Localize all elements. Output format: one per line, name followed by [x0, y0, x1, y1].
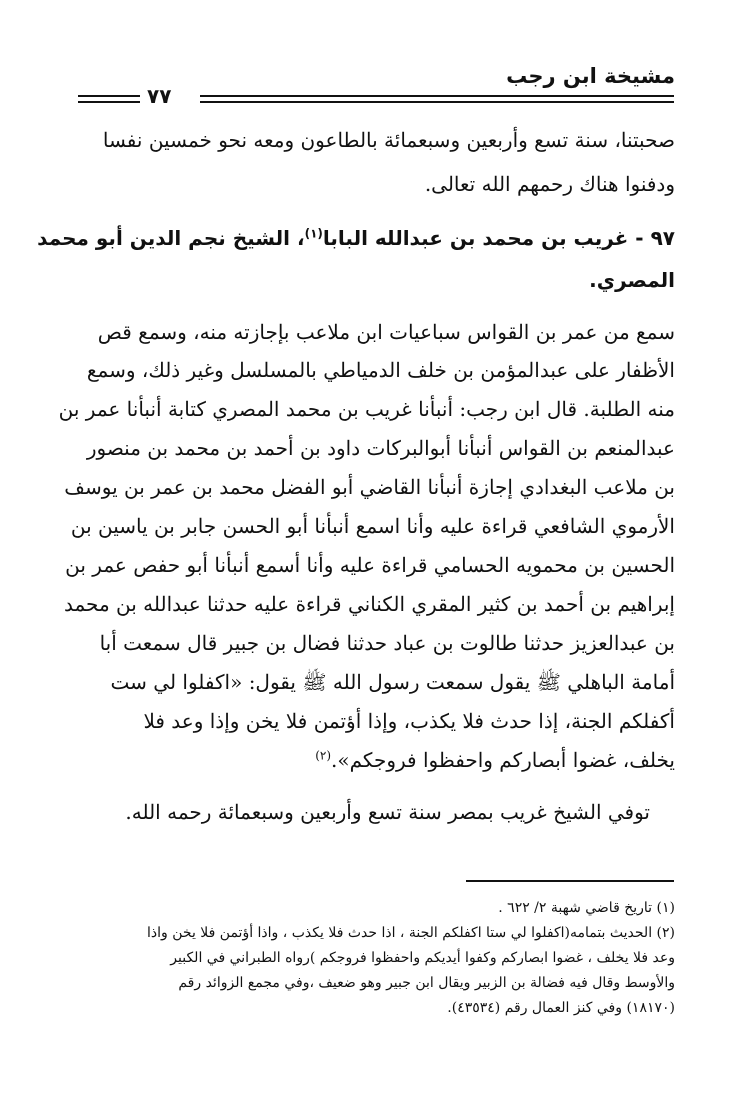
header-rule-right-2	[200, 101, 674, 103]
body-line: ودفنوا هناك رحمهم الله تعالى.	[424, 172, 675, 196]
running-header-title: مشيخة ابن رجب	[506, 64, 675, 88]
footnote: (٢) الحديث بتمامه(اكفلوا لي ستا اكفلكم الجنة ، اذا حدث فلا يكذب ، واذا أؤتمن فلا يخن واذا	[147, 925, 675, 941]
body-line: منه الطلبة. قال ابن رجب: أنبأنا غريب بن محمد المصري كتابة أنبأنا عمر بن	[58, 397, 675, 421]
body-line-last	[315, 748, 675, 772]
body-line: إبراهيم بن أحمد بن كثير المقري الكناني قراءة عليه حدثنا عبدالله بن محمد	[63, 592, 675, 616]
footnote-separator	[466, 880, 674, 882]
footnote: (١) تاريخ قاضي شهبة ٢/ ٦٢٢ .	[498, 900, 675, 916]
body-line: أكفلكم الجنة، إذا حدث فلا يكذب، وإذا أؤتمن فلا يخن وإذا وعد فلا	[143, 709, 675, 733]
header-rule-left	[78, 95, 140, 97]
footnote-cont: وعد فلا يخلف ، غضوا ابصاركم وكفوا أيديكم واحفظوا فروجكم )رواه الطبراني في الكبير	[170, 950, 675, 966]
entry-heading	[37, 226, 675, 250]
page-number: ٧٧	[147, 84, 172, 108]
footnote-ref: (١)	[304, 226, 323, 241]
death-line: توفي الشيخ غريب بمصر سنة تسع وأربعين وسبعمائة رحمه الله.	[125, 800, 650, 824]
entry-heading-title: ، الشيخ نجم الدين أبو محمد	[37, 226, 305, 250]
body-line: الأظفار على عبدالمؤمن بن خلف الدمياطي بالمسلسل وغير ذلك، وسمع	[86, 358, 675, 382]
hadith-end: يخلف، غضوا أبصاركم واحفظوا فروجكم».	[331, 748, 675, 772]
footnote-cont: والأوسط وقال فيه فضالة بن الزبير ويقال ابن جبير وهو ضعيف ،وفي مجمع الزوائد رقم	[178, 975, 675, 991]
body-line: الحسين بن محمويه الحسامي قراءة عليه وأنا أسمع أنبأنا أبو حفص عمر بن	[65, 553, 675, 577]
body-line: عبدالمنعم بن القواس أنبأنا أبوالبركات داود بن أحمد بن محمد بن منصور	[86, 436, 675, 460]
body-line: بن ملاعب البغدادي إجازة أنبأنا القاضي أبو الفضل محمد بن عمر بن يوسف	[64, 475, 675, 499]
header-rule-right	[200, 95, 674, 97]
header-rule-left-2	[78, 101, 140, 103]
footnote-ref: (٢)	[315, 748, 332, 763]
body-line: الأرموي الشافعي قراءة عليه وأنا اسمع أنبأنا أبو الحسن جابر بن ياسين بن	[70, 514, 675, 538]
footnote-cont: (١٨١٧٠) وفي كنز العمال رقم (٤٣٥٣٤).	[447, 1000, 675, 1016]
body-line: أمامة الباهلي ﷺ يقول سمعت رسول الله ﷺ يقول: «اكفلوا لي ست	[110, 670, 675, 694]
body-line: صحبتنا، سنة تسع وأربعين وسبعمائة بالطاعون ومعه نحو خمسين نفسا	[102, 128, 675, 152]
entry-heading-name: ٩٧ - غريب بن محمد بن عبدالله البابا	[322, 226, 675, 250]
body-line: بن عبدالعزيز حدثنا طالوت بن عباد حدثنا فضال بن جبير قال سمعت أبا	[99, 631, 675, 655]
body-line: سمع من عمر بن القواس سباعيات ابن ملاعب بإجازته منه، وسمع قص	[97, 320, 675, 344]
entry-heading-cont: المصري.	[589, 268, 675, 292]
